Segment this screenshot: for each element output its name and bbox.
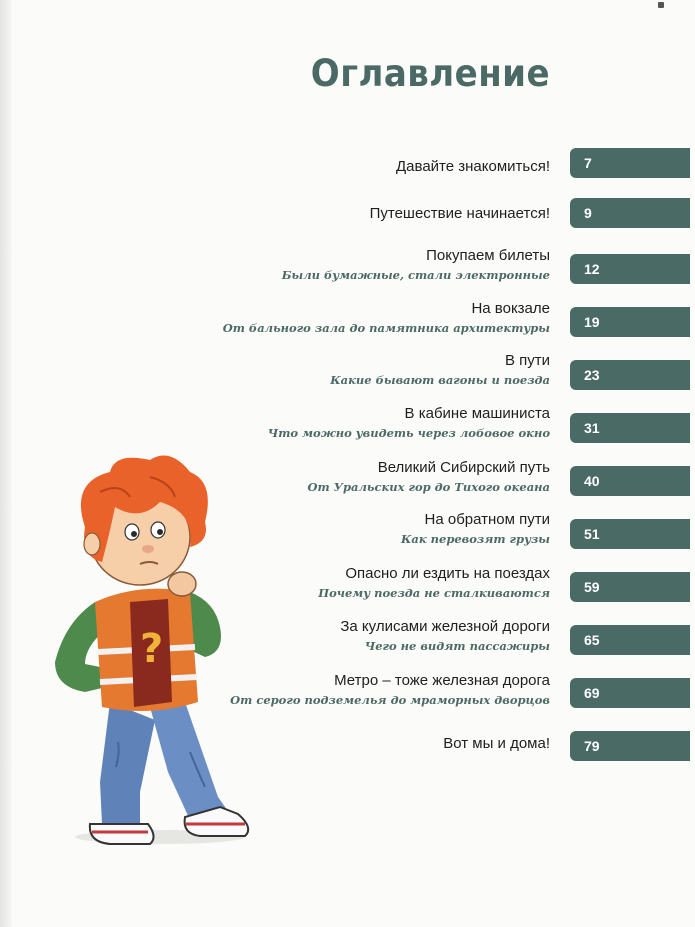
page-number: 12 <box>584 261 600 277</box>
toc-entry-title[interactable]: Вот мы и дома! <box>443 735 550 752</box>
page-number: 79 <box>584 738 600 754</box>
page-number-tab[interactable] <box>570 731 690 761</box>
page-number-tab[interactable] <box>570 625 690 655</box>
toc-entry-title[interactable]: Путешествие начинается! <box>369 205 550 222</box>
toc-entry-subtitle: От бального зала до памятника архитектуры <box>222 321 550 335</box>
page-number: 9 <box>584 205 592 221</box>
page-number: 65 <box>584 632 600 648</box>
toc-entry-title[interactable]: В кабине машиниста <box>404 405 550 422</box>
toc-entry-title[interactable]: Покупаем билеты <box>426 247 550 264</box>
toc-entry-subtitle: Были бумажные, стали электронные <box>281 268 550 282</box>
page-number-tab[interactable] <box>570 307 690 337</box>
toc-entry-subtitle: Что можно увидеть через лобовое окно <box>267 426 550 440</box>
toc-entry-subtitle: От серого подземелья до мраморных дворцов <box>230 693 550 707</box>
toc-entry-subtitle: Чего не видят пассажиры <box>364 639 550 653</box>
page-number: 19 <box>584 314 600 330</box>
page-number-tab[interactable] <box>570 678 690 708</box>
thinking-boy-illustration <box>40 452 255 847</box>
page-number-tab[interactable] <box>570 413 690 443</box>
toc-entry-title[interactable]: На обратном пути <box>424 511 550 528</box>
page-number-tab[interactable] <box>570 148 690 178</box>
page-number: 23 <box>584 367 600 383</box>
page-title: Оглавление <box>310 52 550 95</box>
page-number: 69 <box>584 685 600 701</box>
toc-entry-subtitle: Как перевозят грузы <box>400 532 550 546</box>
toc-entry-subtitle: Почему поезда не сталкиваются <box>318 586 550 600</box>
scan-mark <box>658 2 664 8</box>
page-number: 40 <box>584 473 600 489</box>
hand <box>168 572 196 596</box>
toc-entry-title[interactable]: В пути <box>504 352 550 369</box>
toc-entry-subtitle: Какие бывают вагоны и поезда <box>330 373 550 387</box>
page-number-tab[interactable] <box>570 360 690 390</box>
page-number-tab[interactable] <box>570 254 690 284</box>
page-number: 7 <box>584 155 592 171</box>
page-number-tab[interactable] <box>570 519 690 549</box>
page-number-tab[interactable] <box>570 572 690 602</box>
toc-entry-subtitle: От Уральских гор до Тихого океана <box>307 480 550 494</box>
left-shoe <box>90 824 154 844</box>
toc-entry-title[interactable]: На вокзале <box>471 300 550 317</box>
toc-entry-title[interactable]: Опасно ли ездить на поездах <box>345 565 550 582</box>
right-leg <box>150 702 230 820</box>
page-number-tab[interactable] <box>570 466 690 496</box>
question-mark-icon: ? <box>140 626 164 672</box>
page-number-tab[interactable] <box>570 198 690 228</box>
page-number: 51 <box>584 526 600 542</box>
page-number: 59 <box>584 579 600 595</box>
toc-entry-title[interactable]: Великий Сибирский путь <box>377 459 550 476</box>
toc-entry-title[interactable]: За кулисами железной дороги <box>340 618 550 635</box>
page-number: 31 <box>584 420 600 436</box>
toc-entry-title[interactable]: Метро – тоже железная дорога <box>334 672 550 689</box>
toc-entry-title[interactable]: Давайте знакомиться! <box>396 158 550 175</box>
left-leg <box>100 702 155 824</box>
